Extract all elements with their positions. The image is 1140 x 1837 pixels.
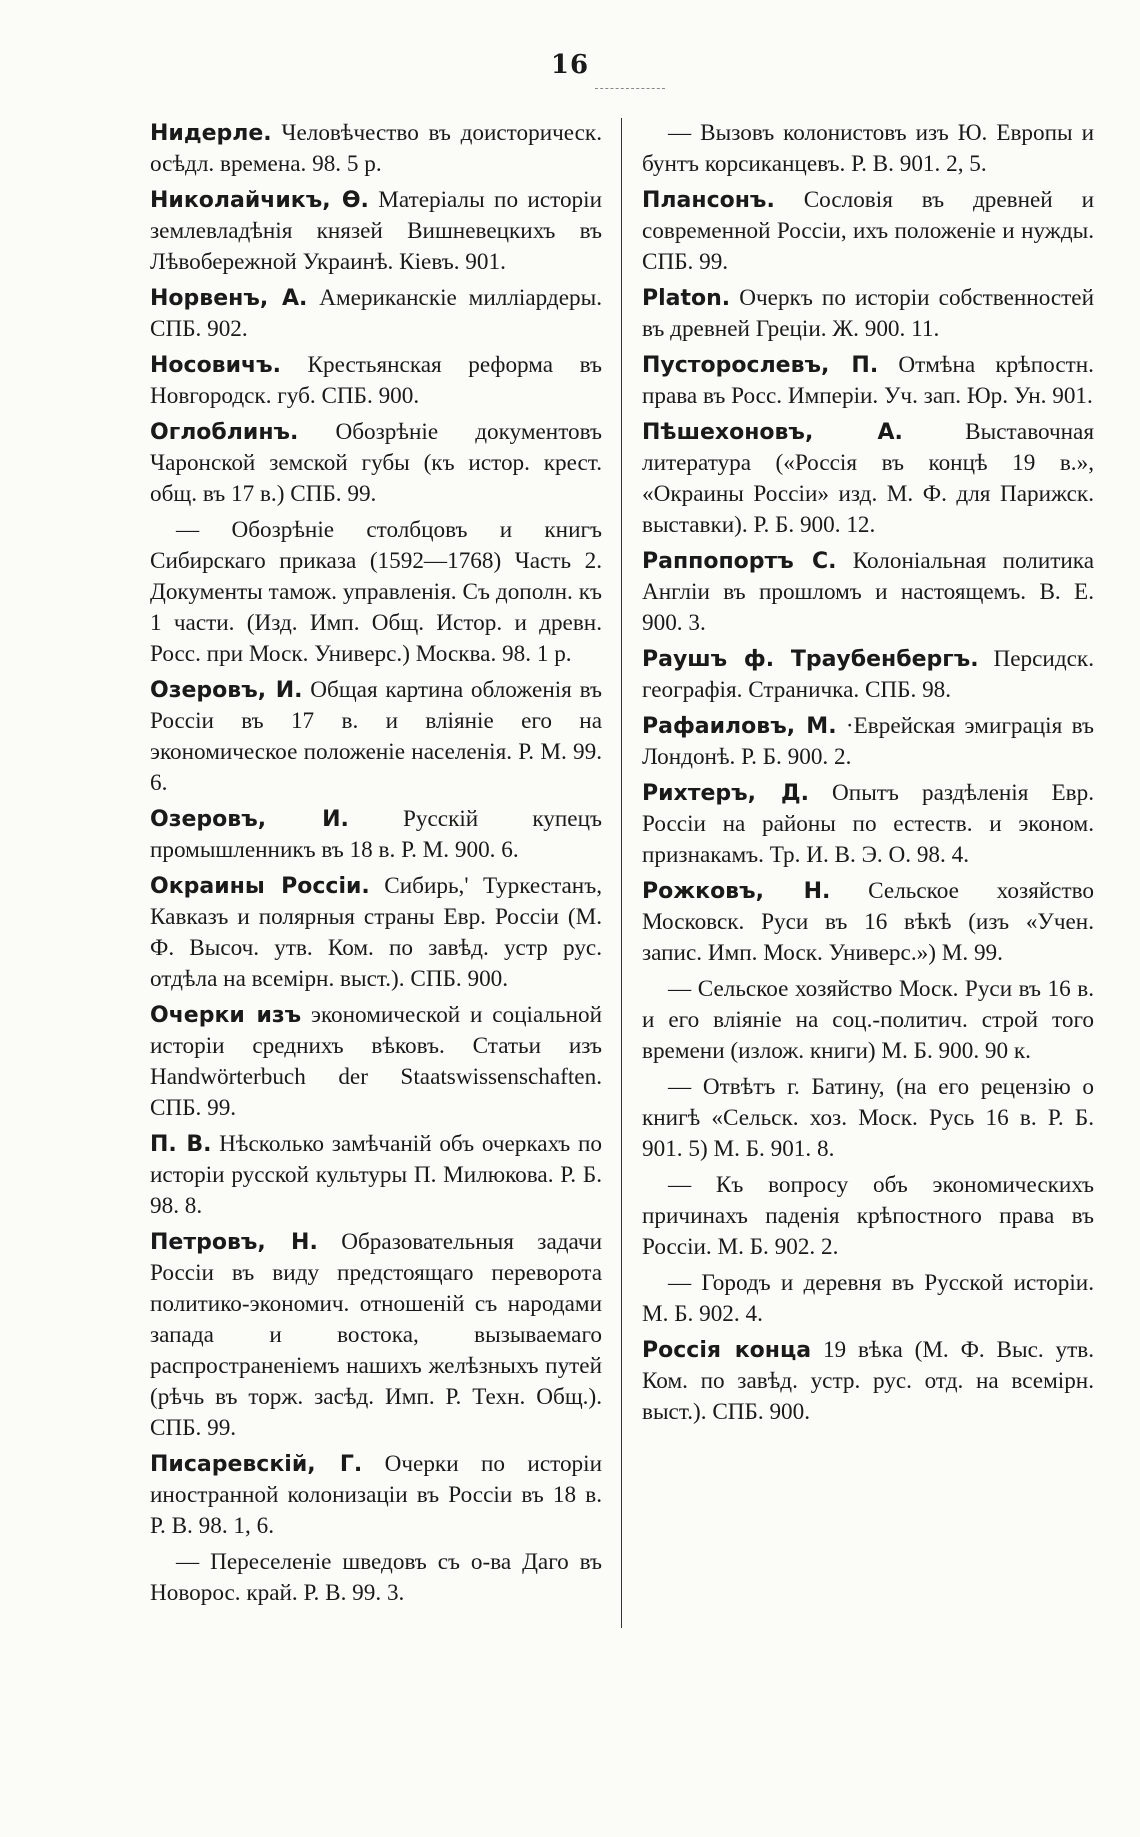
entry-author: Оглоблинъ. [150, 420, 299, 445]
entry-text: Обозрѣніе документовъ Чаронской земской губы (къ истор. крест. общ. въ 17 в.) СПБ. 99. [150, 419, 602, 507]
bibliography-entry [642, 118, 1094, 180]
bibliography-entry [642, 350, 1094, 412]
bibliography-entry [642, 711, 1094, 773]
entry-text: — Къ вопросу объ экономическихъ причинахъ паденія крѣпостного права въ Россіи. М. Б. 902. 2. [642, 1172, 1094, 1260]
bibliography-entry [642, 1268, 1094, 1330]
bibliography-entry [642, 778, 1094, 871]
entry-author: Очерки изъ [150, 1003, 302, 1028]
bibliography-entry [642, 417, 1094, 541]
entry-text: 19 вѣка (М. Ф. Выс. утв. Ком. по завѣд. устр. рус. отд. на всемірн. выст.). СПБ. 900. [642, 1337, 1095, 1425]
bibliography-entry [150, 515, 602, 670]
entry-author: Озеровъ, И. [150, 807, 349, 832]
entry-author: Рожковъ, Н. [642, 879, 831, 904]
entry-text: Сибирь,' Туркестанъ, Кавказъ и полярныя страны Евр. Россіи (М. Ф. Высоч. утв. Ком. по завѣд. устр рус. отдѣла на всемірн. выст.). СПБ. 900. [150, 873, 602, 992]
bibliography-entry [150, 804, 602, 866]
entry-text: Сельское хозяйство Московск. Руси въ 16 вѣкѣ (изъ «Учен. запис. Имп. Моск. Универс.») М. 99. [642, 878, 1094, 966]
entry-text: — Отвѣтъ г. Батину, (на его рецензію о книгѣ «Сельск. хоз. Моск. Русь 16 в. Р. Б. 901. 5) М. Б. 901. 8. [642, 1074, 1094, 1162]
column-divider [621, 118, 622, 1628]
entry-author: Рафаиловъ, М. [642, 714, 837, 739]
entry-text: Персидск. географія. Страничка. СПБ. 98. [642, 646, 1094, 703]
entry-author: Озеровъ, И. [150, 678, 303, 703]
bibliography-entry [150, 675, 602, 799]
entry-text: Очеркъ по исторіи собственностей въ древней Греціи. Ж. 900. 11. [642, 285, 1094, 342]
entry-author: Норвенъ, А. [150, 286, 308, 311]
entry-text: — Вызовъ колонистовъ изъ Ю. Европы и бунтъ корсиканцевъ. Р. В. 901. 2, 5. [642, 120, 1094, 177]
bibliography-entry [642, 1170, 1094, 1263]
bibliography-entry [150, 1547, 602, 1609]
entry-text: Сословія въ древней и современной Россіи, ихъ положеніе и нужды. СПБ. 99. [642, 187, 1094, 275]
entry-text: Опытъ раздѣленія Евр. Россіи на районы по естеств. и эконом. признакамъ. Тр. И. В. Э. О. 98. 4. [642, 780, 1094, 868]
bibliography-entry [642, 974, 1094, 1067]
entry-author: П. В. [150, 1132, 212, 1157]
bibliography-entry [150, 1449, 602, 1542]
entry-text: — Переселеніе шведовъ съ о-ва Даго въ Новорос. край. Р. В. 99. 3. [150, 1549, 602, 1606]
bibliography-entry [642, 644, 1094, 706]
entry-text: Человѣчество въ доисторическ. осѣдл. времена. 98. 5 р. [150, 120, 602, 177]
entry-text: Отмѣна крѣпостн. права въ Росс. Имперіи. Уч. зап. Юр. Ун. 901. [642, 352, 1094, 409]
entry-text: Образовательныя задачи Россіи въ виду предстоящаго переворота политико-экономич. отношеній съ народами запада и востока, вызываемаго распространеніемъ нашихъ желѣзныхъ путей (рѣчь въ торж. засѣд. Имп. Р. Техн. Общ.). СПБ. 99. [150, 1229, 602, 1441]
entry-text: — Обозрѣніе столбцовъ и книгъ Сибирскаго приказа (1592—1768) Часть 2. Документы тамож. управленія. Съ дополн. къ 1 части. (Изд. Имп. Общ. Истор. и древн. Росс. при Моск. Универс.) Москва. 98. 1 р. [150, 517, 602, 667]
entry-text: — Городъ и деревня въ Русской исторіи. М. Б. 902. 4. [642, 1270, 1094, 1327]
bibliography-entry [642, 546, 1094, 639]
entry-author: Рихтеръ, Д. [642, 781, 809, 806]
entry-author: Пѣшехоновъ, А. [642, 420, 903, 445]
entry-text: Американскіе милліардеры. СПБ. 902. [150, 285, 602, 342]
entry-author: Петровъ, Н. [150, 1230, 318, 1255]
bibliography-entry [642, 1072, 1094, 1165]
entry-text: — Сельское хозяйство Моск. Руси въ 16 в. и его вліяніе на соц.-политич. строй того времени (излож. книги) М. Б. 900. 90 к. [642, 976, 1094, 1064]
entry-text: Крестьянская реформа въ Новгородск. губ. СПБ. 900. [150, 352, 602, 409]
entry-author: Нидерле. [150, 121, 272, 146]
bibliography-entry [150, 871, 602, 995]
right-column [642, 118, 1094, 1433]
bibliography-entry [150, 185, 602, 278]
entry-author: Окраины Россіи. [150, 874, 370, 899]
bibliography-entry [150, 417, 602, 510]
entry-author: Плансонъ. [642, 188, 775, 213]
left-column [150, 118, 602, 1614]
entry-author: Россія конца [642, 1338, 812, 1363]
bibliography-entry [150, 118, 602, 180]
entry-author: Писаревскій, Г. [150, 1452, 363, 1477]
bibliography-entry [150, 350, 602, 412]
entry-author: Раппопортъ С. [642, 549, 837, 574]
bibliography-entry [150, 1000, 602, 1124]
bibliography-entry [642, 1335, 1094, 1428]
entry-text: Нѣсколько замѣчаній объ очеркахъ по исторіи русской культуры П. Милюкова. Р. Б. 98. 8. [150, 1131, 602, 1219]
bibliography-entry [150, 1227, 602, 1444]
entry-author: Platon. [642, 286, 731, 311]
entry-author: Николайчикъ, Ѳ. [150, 188, 369, 213]
page-number: 16 [550, 50, 590, 80]
entry-text: Очерки по исторіи иностранной колонизаціи въ Россіи въ 18 в. Р. В. 98. 1, 6. [150, 1451, 602, 1539]
entry-text: Общая картина обложенія въ Россіи въ 17 в. и вліяніе его на экономическое положеніе населенія. Р. М. 99. 6. [150, 677, 602, 796]
entry-author: Раушъ ф. Траубенбергъ. [642, 647, 979, 672]
page-number-rule [595, 88, 665, 89]
entry-text: Матеріалы по исторіи землевладѣнія князей Вишневецкихъ въ Лѣвобережной Украинѣ. Кіевъ. 901. [150, 187, 602, 275]
entry-text: Выставочная литература («Россія въ концѣ 19 в.», «Окраины Россіи» изд. М. Ф. для Парижск. выставки). Р. Б. 900. 12. [642, 419, 1095, 538]
entry-author: Пустороcлевъ, П. [642, 353, 879, 378]
entry-text: Русскій купецъ промышленникъ въ 18 в. Р. М. 900. 6. [150, 806, 602, 863]
entry-text: ·Еврейская эмиграція въ Лондонѣ. Р. Б. 900. 2. [642, 713, 1094, 770]
bibliography-entry [642, 876, 1094, 969]
bibliography-entry [642, 283, 1094, 345]
entry-author: Носовичъ. [150, 353, 282, 378]
entry-text: экономической и соціальной исторіи среднихъ вѣковъ. Статьи изъ Handwörterbuch der Staatswissenschaften. СПБ. 99. [150, 1002, 602, 1121]
bibliography-entry [150, 1129, 602, 1222]
entry-text: Колоніальная политика Англіи въ прошломъ и настоящемъ. В. Е. 900. 3. [642, 548, 1094, 636]
bibliography-entry [150, 283, 602, 345]
bibliography-entry [642, 185, 1094, 278]
